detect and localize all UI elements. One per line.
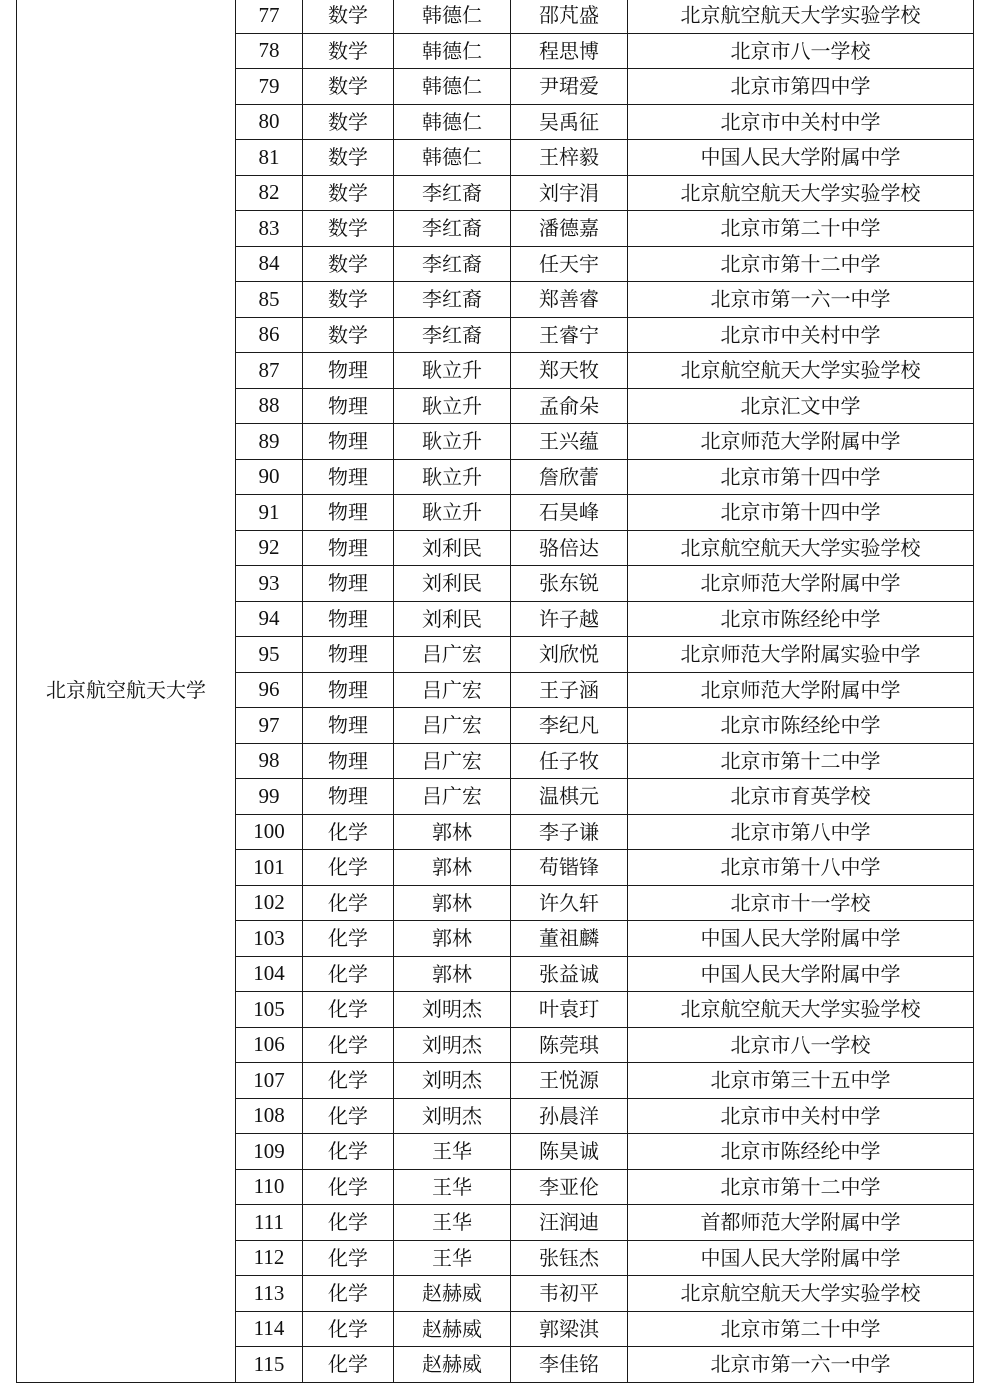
student-cell: 王梓毅 [511, 140, 628, 176]
teacher-cell: 王华 [394, 1240, 511, 1276]
row-number-cell: 92 [236, 530, 303, 566]
student-cell: 石昊峰 [511, 495, 628, 531]
teacher-cell: 郭林 [394, 850, 511, 886]
subject-cell: 物理 [303, 566, 394, 602]
subject-cell: 物理 [303, 459, 394, 495]
school-cell: 北京航空航天大学实验学校 [628, 0, 974, 33]
row-number-cell: 103 [236, 921, 303, 957]
teacher-cell: 郭林 [394, 956, 511, 992]
school-cell: 北京市第十四中学 [628, 459, 974, 495]
subject-cell: 化学 [303, 956, 394, 992]
row-number-cell: 80 [236, 104, 303, 140]
school-cell: 中国人民大学附属中学 [628, 140, 974, 176]
subject-cell: 数学 [303, 282, 394, 318]
subject-cell: 化学 [303, 1134, 394, 1170]
subject-cell: 物理 [303, 388, 394, 424]
teacher-cell: 李红裔 [394, 282, 511, 318]
school-cell: 中国人民大学附属中学 [628, 1240, 974, 1276]
student-cell: 李亚伦 [511, 1169, 628, 1205]
teacher-cell: 刘明杰 [394, 1098, 511, 1134]
school-cell: 北京师范大学附属中学 [628, 672, 974, 708]
school-cell: 北京航空航天大学实验学校 [628, 530, 974, 566]
school-cell: 北京市第三十五中学 [628, 1063, 974, 1099]
subject-cell: 数学 [303, 140, 394, 176]
row-number-cell: 90 [236, 459, 303, 495]
school-cell: 北京市陈经纶中学 [628, 1134, 974, 1170]
teacher-cell: 赵赫威 [394, 1311, 511, 1347]
student-cell: 董祖麟 [511, 921, 628, 957]
row-number-cell: 111 [236, 1205, 303, 1241]
student-cell: 吴禹征 [511, 104, 628, 140]
roster-body [17, 0, 974, 1382]
row-number-cell: 107 [236, 1063, 303, 1099]
student-cell: 任天宇 [511, 246, 628, 282]
school-cell: 北京市第四中学 [628, 69, 974, 105]
student-cell: 骆倍达 [511, 530, 628, 566]
row-number-cell: 106 [236, 1027, 303, 1063]
teacher-cell: 郭林 [394, 885, 511, 921]
teacher-cell: 韩德仁 [394, 33, 511, 69]
school-cell: 北京市第二十中学 [628, 1311, 974, 1347]
row-number-cell: 96 [236, 672, 303, 708]
school-cell: 北京市第二十中学 [628, 211, 974, 247]
row-number-cell: 86 [236, 317, 303, 353]
roster-table [16, 0, 974, 1383]
teacher-cell: 刘利民 [394, 530, 511, 566]
student-cell: 温棋元 [511, 779, 628, 815]
row-number-cell: 112 [236, 1240, 303, 1276]
row-number-cell: 105 [236, 992, 303, 1028]
subject-cell: 物理 [303, 495, 394, 531]
student-cell: 苟锴锋 [511, 850, 628, 886]
school-cell: 北京师范大学附属中学 [628, 566, 974, 602]
row-number-cell: 78 [236, 33, 303, 69]
student-cell: 刘宇涓 [511, 175, 628, 211]
school-cell: 北京市八一学校 [628, 33, 974, 69]
teacher-cell: 赵赫威 [394, 1347, 511, 1383]
school-cell: 北京航空航天大学实验学校 [628, 992, 974, 1028]
subject-cell: 化学 [303, 1240, 394, 1276]
row-number-cell: 97 [236, 708, 303, 744]
school-cell: 北京师范大学附属实验中学 [628, 637, 974, 673]
school-cell: 北京市第一六一中学 [628, 282, 974, 318]
school-cell: 北京市十一学校 [628, 885, 974, 921]
teacher-cell: 耿立升 [394, 424, 511, 460]
student-cell: 王悦源 [511, 1063, 628, 1099]
student-cell: 郑善睿 [511, 282, 628, 318]
student-cell: 尹珺爱 [511, 69, 628, 105]
school-cell: 北京市第十八中学 [628, 850, 974, 886]
student-cell: 潘德嘉 [511, 211, 628, 247]
row-number-cell: 114 [236, 1311, 303, 1347]
student-cell: 陈昊诚 [511, 1134, 628, 1170]
student-cell: 郑天牧 [511, 353, 628, 389]
teacher-cell: 吕广宏 [394, 743, 511, 779]
student-cell: 邵芃盛 [511, 0, 628, 33]
row-number-cell: 94 [236, 601, 303, 637]
student-cell: 李子谦 [511, 814, 628, 850]
subject-cell: 物理 [303, 637, 394, 673]
subject-cell: 数学 [303, 175, 394, 211]
teacher-cell: 李红裔 [394, 246, 511, 282]
teacher-cell: 吕广宏 [394, 637, 511, 673]
teacher-cell: 韩德仁 [394, 69, 511, 105]
student-cell: 孟俞朵 [511, 388, 628, 424]
school-cell: 北京市中关村中学 [628, 317, 974, 353]
row-number-cell: 83 [236, 211, 303, 247]
row-number-cell: 100 [236, 814, 303, 850]
school-cell: 北京市育英学校 [628, 779, 974, 815]
student-cell: 郭梁淇 [511, 1311, 628, 1347]
subject-cell: 物理 [303, 424, 394, 460]
subject-cell: 化学 [303, 1063, 394, 1099]
school-cell: 中国人民大学附属中学 [628, 956, 974, 992]
school-cell: 北京市第十四中学 [628, 495, 974, 531]
subject-cell: 化学 [303, 1098, 394, 1134]
row-number-cell: 115 [236, 1347, 303, 1383]
row-number-cell: 98 [236, 743, 303, 779]
row-number-cell: 109 [236, 1134, 303, 1170]
teacher-cell: 耿立升 [394, 459, 511, 495]
teacher-cell: 耿立升 [394, 388, 511, 424]
teacher-cell: 刘明杰 [394, 992, 511, 1028]
school-cell: 北京航空航天大学实验学校 [628, 1276, 974, 1312]
subject-cell: 数学 [303, 0, 394, 33]
row-number-cell: 95 [236, 637, 303, 673]
row-number-cell: 102 [236, 885, 303, 921]
teacher-cell: 郭林 [394, 921, 511, 957]
school-cell: 北京市第一六一中学 [628, 1347, 974, 1383]
row-number-cell: 77 [236, 0, 303, 33]
subject-cell: 化学 [303, 992, 394, 1028]
school-cell: 北京市陈经纶中学 [628, 601, 974, 637]
subject-cell: 化学 [303, 1347, 394, 1383]
teacher-cell: 李红裔 [394, 211, 511, 247]
subject-cell: 物理 [303, 708, 394, 744]
school-cell: 北京市第八中学 [628, 814, 974, 850]
row-number-cell: 84 [236, 246, 303, 282]
student-cell: 詹欣蕾 [511, 459, 628, 495]
teacher-cell: 刘明杰 [394, 1027, 511, 1063]
row-number-cell: 81 [236, 140, 303, 176]
subject-cell: 化学 [303, 814, 394, 850]
row-number-cell: 87 [236, 353, 303, 389]
subject-cell: 数学 [303, 317, 394, 353]
student-cell: 韦初平 [511, 1276, 628, 1312]
teacher-cell: 郭林 [394, 814, 511, 850]
student-cell: 叶袁玎 [511, 992, 628, 1028]
row-number-cell: 99 [236, 779, 303, 815]
student-cell: 许子越 [511, 601, 628, 637]
teacher-cell: 韩德仁 [394, 140, 511, 176]
row-number-cell: 88 [236, 388, 303, 424]
subject-cell: 数学 [303, 104, 394, 140]
subject-cell: 数学 [303, 246, 394, 282]
row-number-cell: 101 [236, 850, 303, 886]
school-cell: 首都师范大学附属中学 [628, 1205, 974, 1241]
subject-cell: 数学 [303, 69, 394, 105]
school-cell: 北京市中关村中学 [628, 104, 974, 140]
subject-cell: 物理 [303, 353, 394, 389]
school-cell: 北京市第十二中学 [628, 246, 974, 282]
subject-cell: 化学 [303, 1027, 394, 1063]
student-cell: 陈莞琪 [511, 1027, 628, 1063]
teacher-cell: 吕广宏 [394, 708, 511, 744]
row-number-cell: 110 [236, 1169, 303, 1205]
student-cell: 孙晨洋 [511, 1098, 628, 1134]
teacher-cell: 赵赫威 [394, 1276, 511, 1312]
subject-cell: 化学 [303, 921, 394, 957]
subject-cell: 化学 [303, 850, 394, 886]
teacher-cell: 吕广宏 [394, 672, 511, 708]
subject-cell: 化学 [303, 1276, 394, 1312]
row-number-cell: 108 [236, 1098, 303, 1134]
school-cell: 北京市陈经纶中学 [628, 708, 974, 744]
subject-cell: 物理 [303, 601, 394, 637]
school-cell: 中国人民大学附属中学 [628, 921, 974, 957]
teacher-cell: 王华 [394, 1169, 511, 1205]
subject-cell: 物理 [303, 779, 394, 815]
school-cell: 北京师范大学附属中学 [628, 424, 974, 460]
student-cell: 刘欣悦 [511, 637, 628, 673]
subject-cell: 物理 [303, 672, 394, 708]
school-cell: 北京航空航天大学实验学校 [628, 353, 974, 389]
teacher-cell: 刘利民 [394, 601, 511, 637]
student-cell: 许久轩 [511, 885, 628, 921]
subject-cell: 化学 [303, 1169, 394, 1205]
row-number-cell: 91 [236, 495, 303, 531]
student-cell: 王子涵 [511, 672, 628, 708]
teacher-cell: 刘明杰 [394, 1063, 511, 1099]
teacher-cell: 韩德仁 [394, 0, 511, 33]
row-number-cell: 113 [236, 1276, 303, 1312]
student-cell: 王睿宁 [511, 317, 628, 353]
school-cell: 北京航空航天大学实验学校 [628, 175, 974, 211]
row-number-cell: 82 [236, 175, 303, 211]
subject-cell: 物理 [303, 530, 394, 566]
subject-cell: 化学 [303, 1311, 394, 1347]
row-number-cell: 79 [236, 69, 303, 105]
teacher-cell: 李红裔 [394, 317, 511, 353]
student-cell: 李纪凡 [511, 708, 628, 744]
subject-cell: 物理 [303, 743, 394, 779]
teacher-cell: 王华 [394, 1205, 511, 1241]
teacher-cell: 李红裔 [394, 175, 511, 211]
teacher-cell: 王华 [394, 1134, 511, 1170]
subject-cell: 化学 [303, 885, 394, 921]
teacher-cell: 耿立升 [394, 495, 511, 531]
student-cell: 李佳铭 [511, 1347, 628, 1383]
subject-cell: 数学 [303, 33, 394, 69]
university-cell: 北京航空航天大学 [17, 0, 236, 1382]
teacher-cell: 吕广宏 [394, 779, 511, 815]
school-cell: 北京市八一学校 [628, 1027, 974, 1063]
teacher-cell: 耿立升 [394, 353, 511, 389]
row-number-cell: 104 [236, 956, 303, 992]
student-cell: 任子牧 [511, 743, 628, 779]
student-cell: 张钰杰 [511, 1240, 628, 1276]
teacher-cell: 刘利民 [394, 566, 511, 602]
table-row [17, 0, 974, 33]
student-cell: 张东锐 [511, 566, 628, 602]
row-number-cell: 89 [236, 424, 303, 460]
school-cell: 北京市中关村中学 [628, 1098, 974, 1134]
student-cell: 张益诚 [511, 956, 628, 992]
school-cell: 北京市第十二中学 [628, 743, 974, 779]
school-cell: 北京市第十二中学 [628, 1169, 974, 1205]
row-number-cell: 93 [236, 566, 303, 602]
row-number-cell: 85 [236, 282, 303, 318]
subject-cell: 数学 [303, 211, 394, 247]
student-cell: 汪润迪 [511, 1205, 628, 1241]
student-cell: 程思博 [511, 33, 628, 69]
student-cell: 王兴蕴 [511, 424, 628, 460]
school-cell: 北京汇文中学 [628, 388, 974, 424]
subject-cell: 化学 [303, 1205, 394, 1241]
teacher-cell: 韩德仁 [394, 104, 511, 140]
